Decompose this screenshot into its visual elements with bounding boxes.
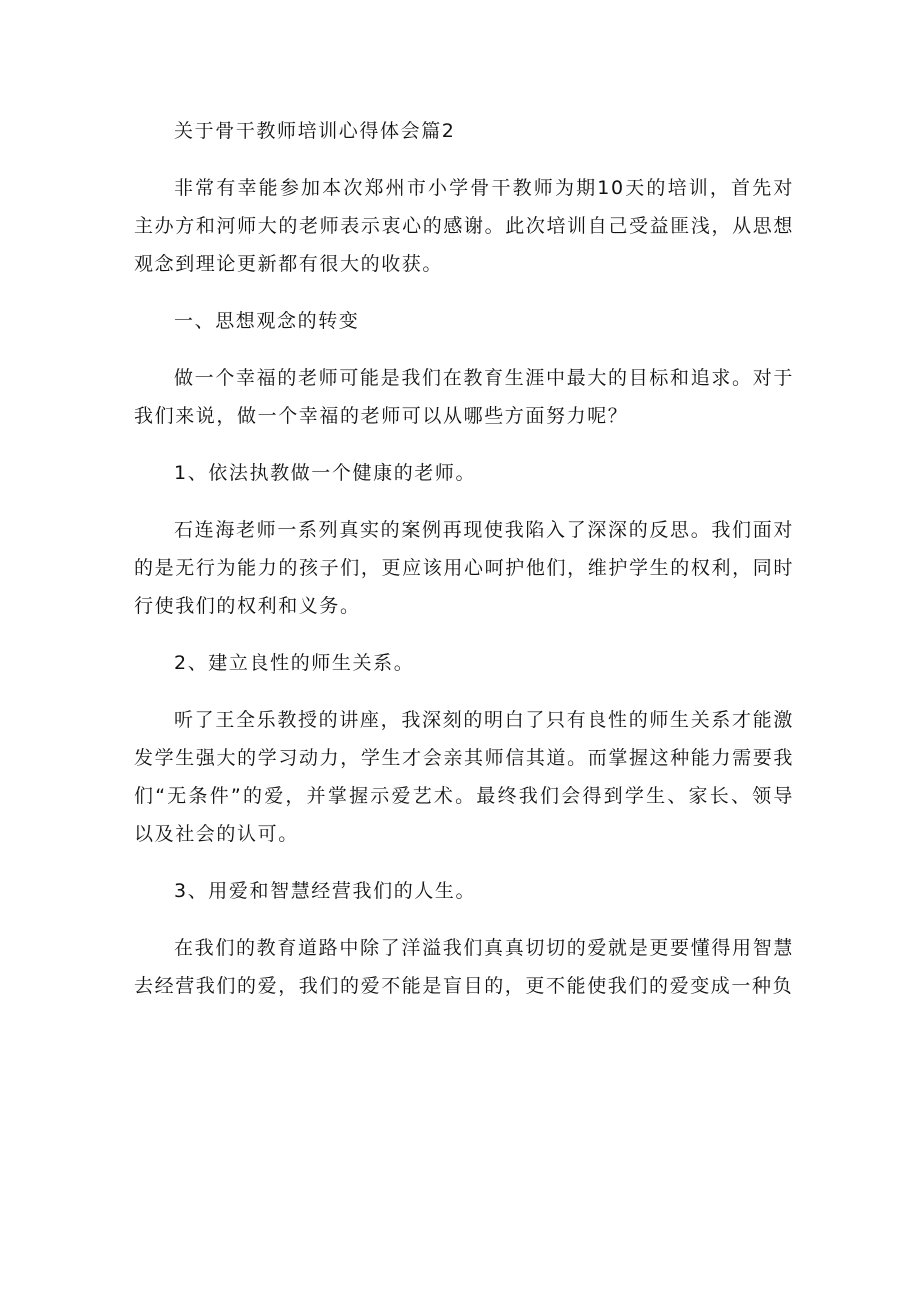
paragraph-subsection-3: 在我们的教育道路中除了洋溢我们真真切切的爱就是更要懂得用智慧去经营我们的爱，我们的爱不能是盲目的，更不能使我们的爱变成一种负 — [134, 937, 794, 997]
subheading-2: 2、建立良性的师生关系。 — [174, 652, 415, 674]
paragraph-section-1: 做一个幸福的老师可能是我们在教育生涯中最大的目标和追求。对于我们来说，做一个幸福的老师可以从哪些方面努力呢？ — [134, 367, 794, 427]
subheading-3: 3、用爱和智慧经营我们的人生。 — [174, 880, 477, 902]
document-body — [134, 112, 794, 1024]
paragraph-subsection-2: 听了王全乐教授的讲座，我深刻的明白了只有良性的师生关系才能激发学生强大的学习动力，学生才会亲其师信其道。而掌握这种能力需要我们“无条件”的爱，并掌握示爱艺术。最终我们会得到学生、家长、领导以及社会的认可。 — [134, 709, 794, 845]
paragraph-subsection-1: 石连海老师一系列真实的案例再现使我陷入了深深的反思。我们面对的是无行为能力的孩子们，更应该用心呵护他们，维护学生的权利，同时行使我们的权利和义务。 — [134, 519, 794, 617]
document-title: 关于骨干教师培训心得体会篇2 — [174, 120, 456, 142]
section-heading-1: 一、思想观念的转变 — [174, 310, 360, 332]
subheading-1: 1、依法执教做一个健康的老师。 — [174, 462, 477, 484]
paragraph-intro: 非常有幸能参加本次郑州市小学骨干教师为期10天的培训，首先对主办方和河师大的老师表示衷心的感谢。此次培训自己受益匪浅，从思想观念到理论更新都有很大的收获。 — [134, 177, 794, 275]
